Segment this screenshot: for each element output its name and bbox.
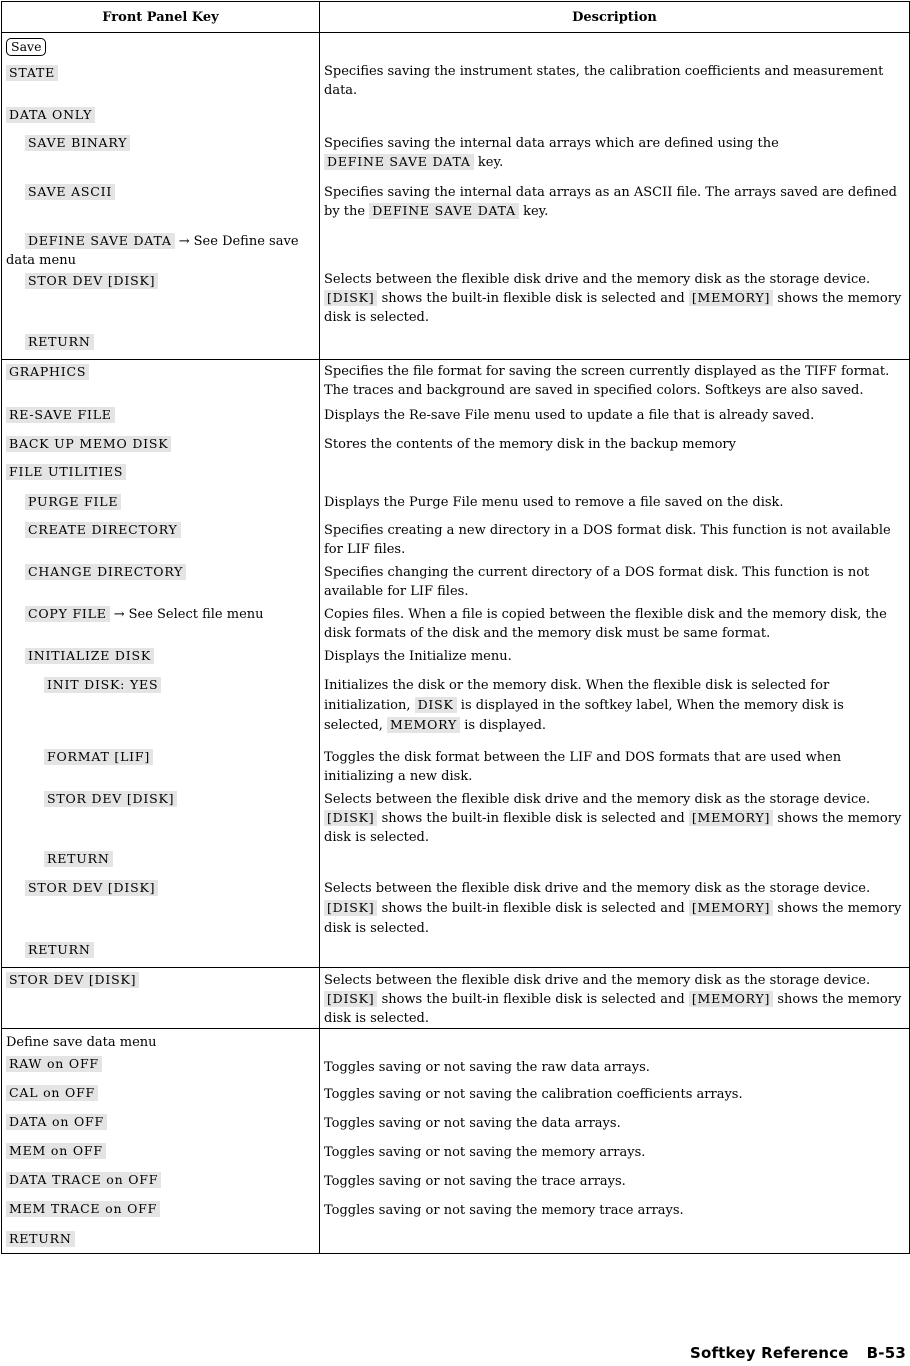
softkey-ref: DEFINE SAVE DATA	[369, 203, 519, 219]
description: Toggles the disk format between the LIF and DOS formats that are used when initializing a new disk.	[324, 749, 842, 784]
softkey-ref: DISK	[415, 697, 457, 713]
table-row	[2, 1227, 910, 1254]
description: Toggles saving or not saving the calibration coefficients arrays.	[324, 1086, 743, 1102]
arrow-right-icon: →	[113, 606, 125, 622]
table-row	[2, 1198, 910, 1227]
description: Toggles saving or not saving the memory arrays.	[324, 1144, 646, 1160]
description: Specifies creating a new directory in a DOS format disk. This function is not available for LIF files.	[324, 522, 891, 557]
softkey-ref: [MEMORY]	[689, 810, 773, 826]
table-row	[2, 60, 910, 102]
description: Specifies the file format for saving the screen currently displayed as the TIFF format. The traces and background are saved in specified colors. Softkeys are also saved.	[320, 360, 910, 403]
description: Toggles saving or not saving the raw data arrays.	[324, 1059, 650, 1075]
softkey-create-directory: CREATE DIRECTORY	[25, 522, 181, 538]
softkey-copy-file: COPY FILE	[25, 606, 110, 622]
arrow-right-icon: →	[178, 233, 190, 249]
description: Specifies saving the internal data arrays which are defined using the DEFINE SAVE DATA key.	[324, 135, 779, 170]
softkey-save-ascii: SAVE ASCII	[25, 184, 115, 200]
table-row	[2, 360, 910, 403]
softkey-data-only: DATA ONLY	[6, 107, 95, 123]
table-row	[2, 1029, 910, 1053]
description: Toggles saving or not saving the data arrays.	[324, 1115, 621, 1131]
softkey-ref: DEFINE SAVE DATA	[324, 154, 474, 170]
description: Initializes the disk or the memory disk. When the flexible disk is selected for initialization, DISK is displayed in the softkey label, When the memory disk is selected, MEMORY is displayed.	[324, 677, 844, 733]
softkey-initialize-disk: INITIALIZE DISK	[25, 648, 154, 664]
description: Selects between the flexible disk drive and the memory disk as the storage device. [DISK] shows the built-in flexible disk is selected and [MEMORY] shows the memory disk is selected.	[324, 791, 902, 845]
table-row	[2, 460, 910, 489]
softkey-data-on-off: DATA on OFF	[6, 1114, 107, 1130]
table-row	[2, 33, 910, 60]
table-row	[2, 848, 910, 876]
softkey-resave-file: RE-SAVE FILE	[6, 407, 115, 423]
table-row	[2, 130, 910, 179]
table-row	[2, 643, 910, 672]
table-row	[2, 517, 910, 559]
table-row	[2, 102, 910, 130]
table-row	[2, 1140, 910, 1169]
softkey-stor-dev: STOR DEV [DISK]	[6, 972, 139, 988]
description: Stores the contents of the memory disk in the backup memory	[324, 436, 736, 452]
softkey-init-disk-yes: INIT DISK: YES	[44, 677, 161, 693]
softkey-cal-on-off: CAL on OFF	[6, 1085, 98, 1101]
softkey-raw-on-off: RAW on OFF	[6, 1056, 102, 1072]
table-row	[2, 1111, 910, 1140]
softkey-change-directory: CHANGE DIRECTORY	[25, 564, 186, 580]
softkey-return: RETURN	[25, 942, 94, 958]
description: Selects between the flexible disk drive and the memory disk as the storage device. [DISK] shows the built-in flexible disk is selected and [MEMORY] shows the memory disk is selected.	[324, 271, 902, 325]
softkey-ref: MEMORY	[387, 717, 460, 733]
softkey-stor-dev: STOR DEV [DISK]	[25, 273, 158, 289]
description: Selects between the flexible disk drive and the memory disk as the storage device. [DISK] shows the built-in flexible disk is selected and [MEMORY] shows the memory disk is selected.	[324, 880, 902, 936]
see-reference: See Define save data menu	[6, 233, 299, 268]
table-row	[2, 331, 910, 360]
header-front-panel-key: Front Panel Key	[2, 2, 320, 33]
table-row	[2, 432, 910, 460]
softkey-file-utilities: FILE UTILITIES	[6, 464, 126, 480]
table-row	[2, 939, 910, 968]
table-row	[2, 672, 910, 744]
footer-section-title: Softkey Reference	[689, 1344, 849, 1362]
softkey-back-up-memo-disk: BACK UP MEMO DISK	[6, 436, 171, 452]
softkey-define-save-data: DEFINE SAVE DATA	[25, 233, 175, 249]
softkey-save-binary: SAVE BINARY	[25, 135, 130, 151]
header-description: Description	[320, 2, 910, 33]
softkey-ref: [MEMORY]	[689, 991, 773, 1007]
table-row	[2, 559, 910, 601]
description: Displays the Purge File menu used to remove a file saved on the disk.	[324, 494, 784, 510]
table-header-row	[2, 2, 910, 33]
description: Toggles saving or not saving the memory trace arrays.	[324, 1202, 684, 1218]
table-row	[2, 786, 910, 848]
table-row	[2, 403, 910, 432]
softkey-format-lif: FORMAT [LIF]	[44, 749, 153, 765]
description: Specifies changing the current directory of a DOS format disk. This function is not available for LIF files.	[324, 564, 870, 599]
softkey-ref: [MEMORY]	[689, 900, 773, 916]
softkey-mem-on-off: MEM on OFF	[6, 1143, 106, 1159]
description: Copies files. When a file is copied between the flexible disk and the memory disk, the disk formats of the disk and the memory disk must be same format.	[324, 606, 887, 641]
description: Selects between the flexible disk drive and the memory disk as the storage device. [DISK] shows the built-in flexible disk is selected and [MEMORY] shows the memory disk is selected.	[320, 968, 910, 1029]
softkey-reference-table	[1, 1, 910, 1254]
softkey-graphics: GRAPHICS	[6, 364, 89, 380]
table-row	[2, 1053, 910, 1082]
softkey-return: RETURN	[25, 334, 94, 350]
table-row	[2, 228, 910, 270]
define-save-data-menu-title: Define save data menu	[2, 1029, 320, 1053]
table-row	[2, 968, 910, 1029]
softkey-stor-dev: STOR DEV [DISK]	[44, 791, 177, 807]
description: Specifies saving the internal data arrays as an ASCII file. The arrays saved are defined by the DEFINE SAVE DATA key.	[324, 184, 897, 219]
table-row	[2, 876, 910, 939]
softkey-return: RETURN	[6, 1231, 75, 1247]
page-number: B-53	[866, 1344, 906, 1362]
softkey-state: STATE	[6, 65, 58, 81]
table-row	[2, 1082, 910, 1111]
table-row	[2, 270, 910, 331]
define-save-data-cell	[2, 228, 320, 270]
table-row	[2, 744, 910, 786]
softkey-mem-trace-on-off: MEM TRACE on OFF	[6, 1201, 160, 1217]
description: Toggles saving or not saving the trace arrays.	[324, 1173, 626, 1189]
softkey-ref: [MEMORY]	[689, 290, 773, 306]
table-row	[2, 601, 910, 643]
softkey-purge-file: PURGE FILE	[25, 494, 121, 510]
table-row	[2, 489, 910, 517]
table-row	[2, 179, 910, 228]
softkey-ref: [DISK]	[324, 810, 377, 826]
softkey-ref: [DISK]	[324, 290, 377, 306]
softkey-return: RETURN	[44, 851, 113, 867]
softkey-ref: [DISK]	[324, 991, 377, 1007]
save-hardkey: Save	[6, 38, 46, 56]
see-reference: See Select file menu	[128, 606, 264, 622]
softkey-data-trace-on-off: DATA TRACE on OFF	[6, 1172, 161, 1188]
page-footer	[690, 1344, 906, 1363]
description: Specifies saving the instrument states, the calibration coefficients and measurement data.	[324, 63, 884, 98]
description: Displays the Re-save File menu used to update a file that is already saved.	[324, 407, 815, 423]
softkey-ref: [DISK]	[324, 900, 377, 916]
description: Displays the Initialize menu.	[324, 648, 512, 664]
softkey-stor-dev: STOR DEV [DISK]	[25, 880, 158, 896]
table-row	[2, 1169, 910, 1198]
